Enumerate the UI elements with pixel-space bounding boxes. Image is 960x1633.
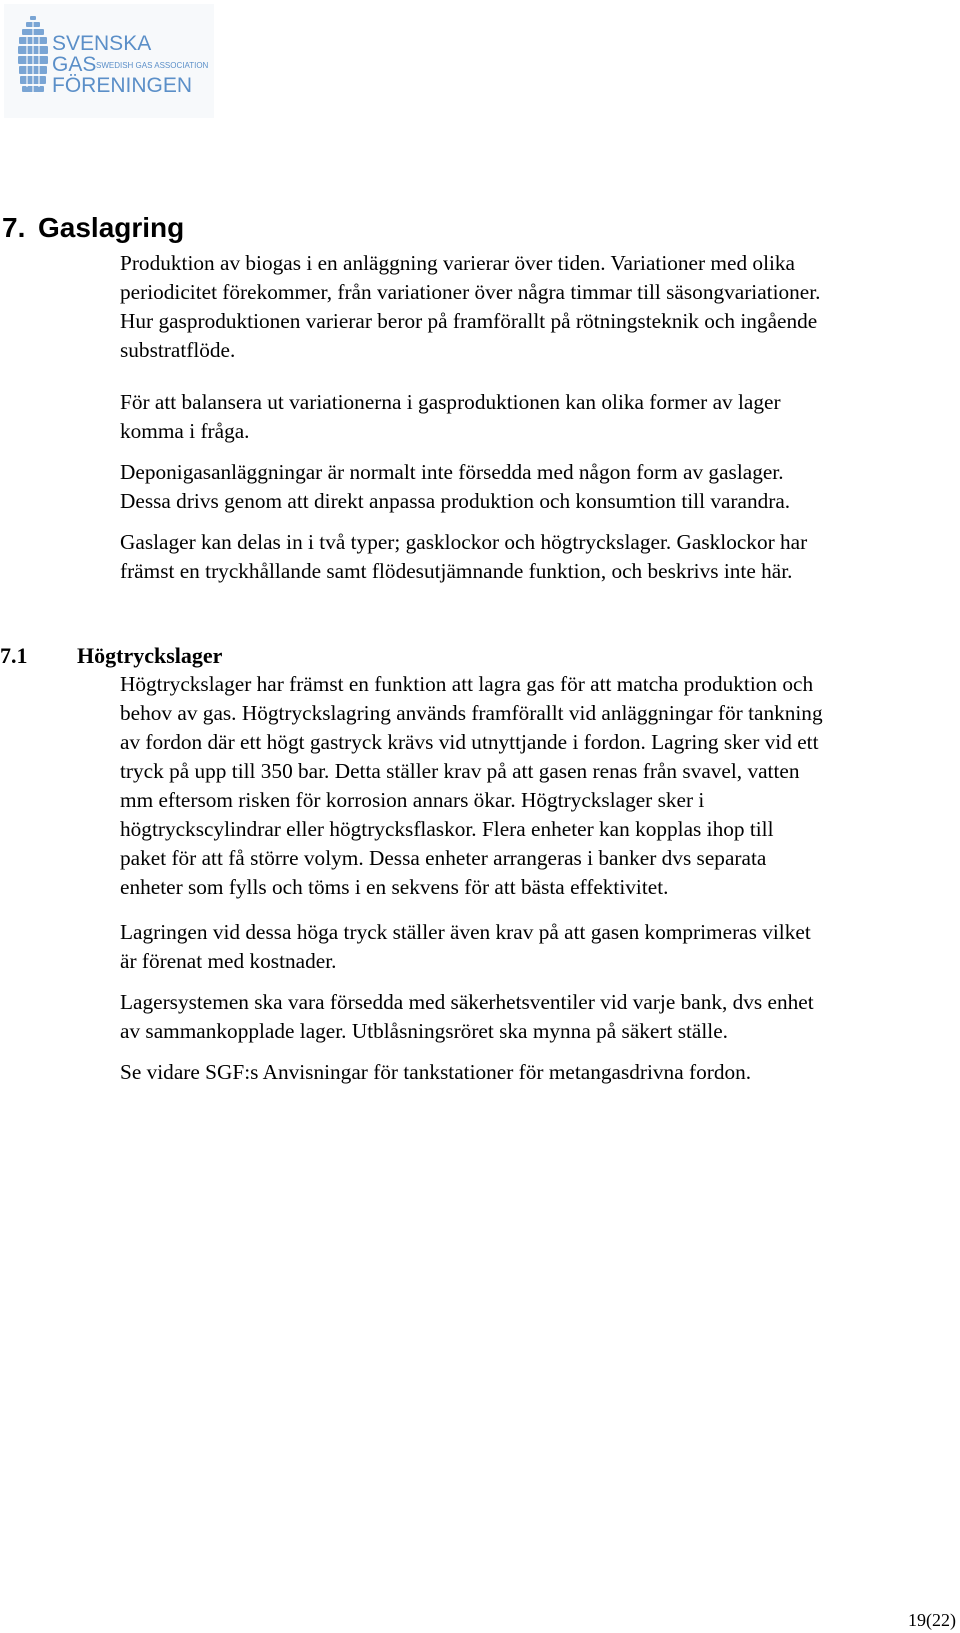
section-paragraph-1 [120,249,950,365]
section-number: 7. [2,212,26,243]
text-line: enheter som fylls och töms i en sekvens för att bästa effektivitet. [120,875,669,899]
text-line: paket för att få större volym. Dessa enheter arrangeras i banker dvs separata [120,846,767,870]
svenska-gasforeningen-logo [4,4,214,118]
text-line: tryck på upp till 350 bar. Detta ställer krav på att gasen renas från svavel, vatten [120,759,800,783]
text-line: För att balansera ut variationerna i gasproduktionen kan olika former av lager [120,390,781,414]
text-line: Hur gasproduktionen varierar beror på framförallt på rötningsteknik och ingående [120,309,818,333]
text-line: Lagersystemen ska vara försedda med säkerhetsventiler vid varje bank, dvs enhet [120,990,814,1014]
text-line: högtryckscylindrar eller högtrycksflaskor. Flera enheter kan kopplas ihop till [120,817,774,841]
text-line: är förenat med kostnader. [120,949,337,973]
subsection-paragraph-3 [120,988,950,1046]
logo-subtitle: SWEDISH GAS ASSOCIATION [96,61,209,70]
subsection-paragraph-4 [120,1058,950,1087]
text-line: av fordon där ett högt gastryck krävs vid utnyttjande i fordon. Lagring sker vid ett [120,730,819,754]
text-line: Deponigasanläggningar är normalt inte försedda med någon form av gaslager. [120,460,784,484]
subsection-paragraph-2 [120,918,950,976]
text-line: av sammankopplade lager. Utblåsningsröret ska mynna på säkert ställe. [120,1019,728,1043]
text-line: Dessa drivs genom att direkt anpassa produktion och konsumtion till varandra. [120,489,791,513]
text-line: mm eftersom risken för korrosion annars ökar. Högtryckslager sker i [120,788,705,812]
text-line: Lagringen vid dessa höga tryck ställer även krav på att gasen komprimeras vilket [120,920,811,944]
text-line: Se vidare SGF:s Anvisningar för tankstationer för metangasdrivna fordon. [120,1060,752,1084]
section-title: Gaslagring [38,212,185,243]
subsection-number: 7.1 [0,643,28,668]
text-line: komma i fråga. [120,419,250,443]
section-paragraph-2 [120,388,950,446]
section-paragraph-4 [120,528,950,586]
text-line: behov av gas. Högtryckslagring används framförallt vid anläggningar för tankning [120,701,823,725]
text-line: Högtryckslager har främst en funktion att lagra gas för att matcha produktion och [120,672,814,696]
page-number: 19(22) [908,1610,956,1630]
subsection-title: Högtryckslager [77,643,223,668]
section-paragraph-3 [120,458,950,516]
text-line: substratflöde. [120,338,236,362]
logo-text-line2: GAS [52,53,97,76]
text-line: Gaslager kan delas in i två typer; gasklockor och högtryckslager. Gasklockor har [120,530,808,554]
text-line: Produktion av biogas i en anläggning varierar över tiden. Variationer med olika [120,251,796,275]
logo-text-line1: SVENSKA [52,32,152,55]
text-line: främst en tryckhållande samt flödesutjämnande funktion, och beskrivs inte här. [120,559,793,583]
subsection-paragraph-1 [120,670,950,902]
logo-text-line3: FÖRENINGEN [52,74,193,97]
section-heading [2,212,184,244]
logo-graphic [4,4,214,118]
text-line: periodicitet förekommer, från variationer över några timmar till säsongvariationer. [120,280,821,304]
subsection-heading [0,642,222,670]
